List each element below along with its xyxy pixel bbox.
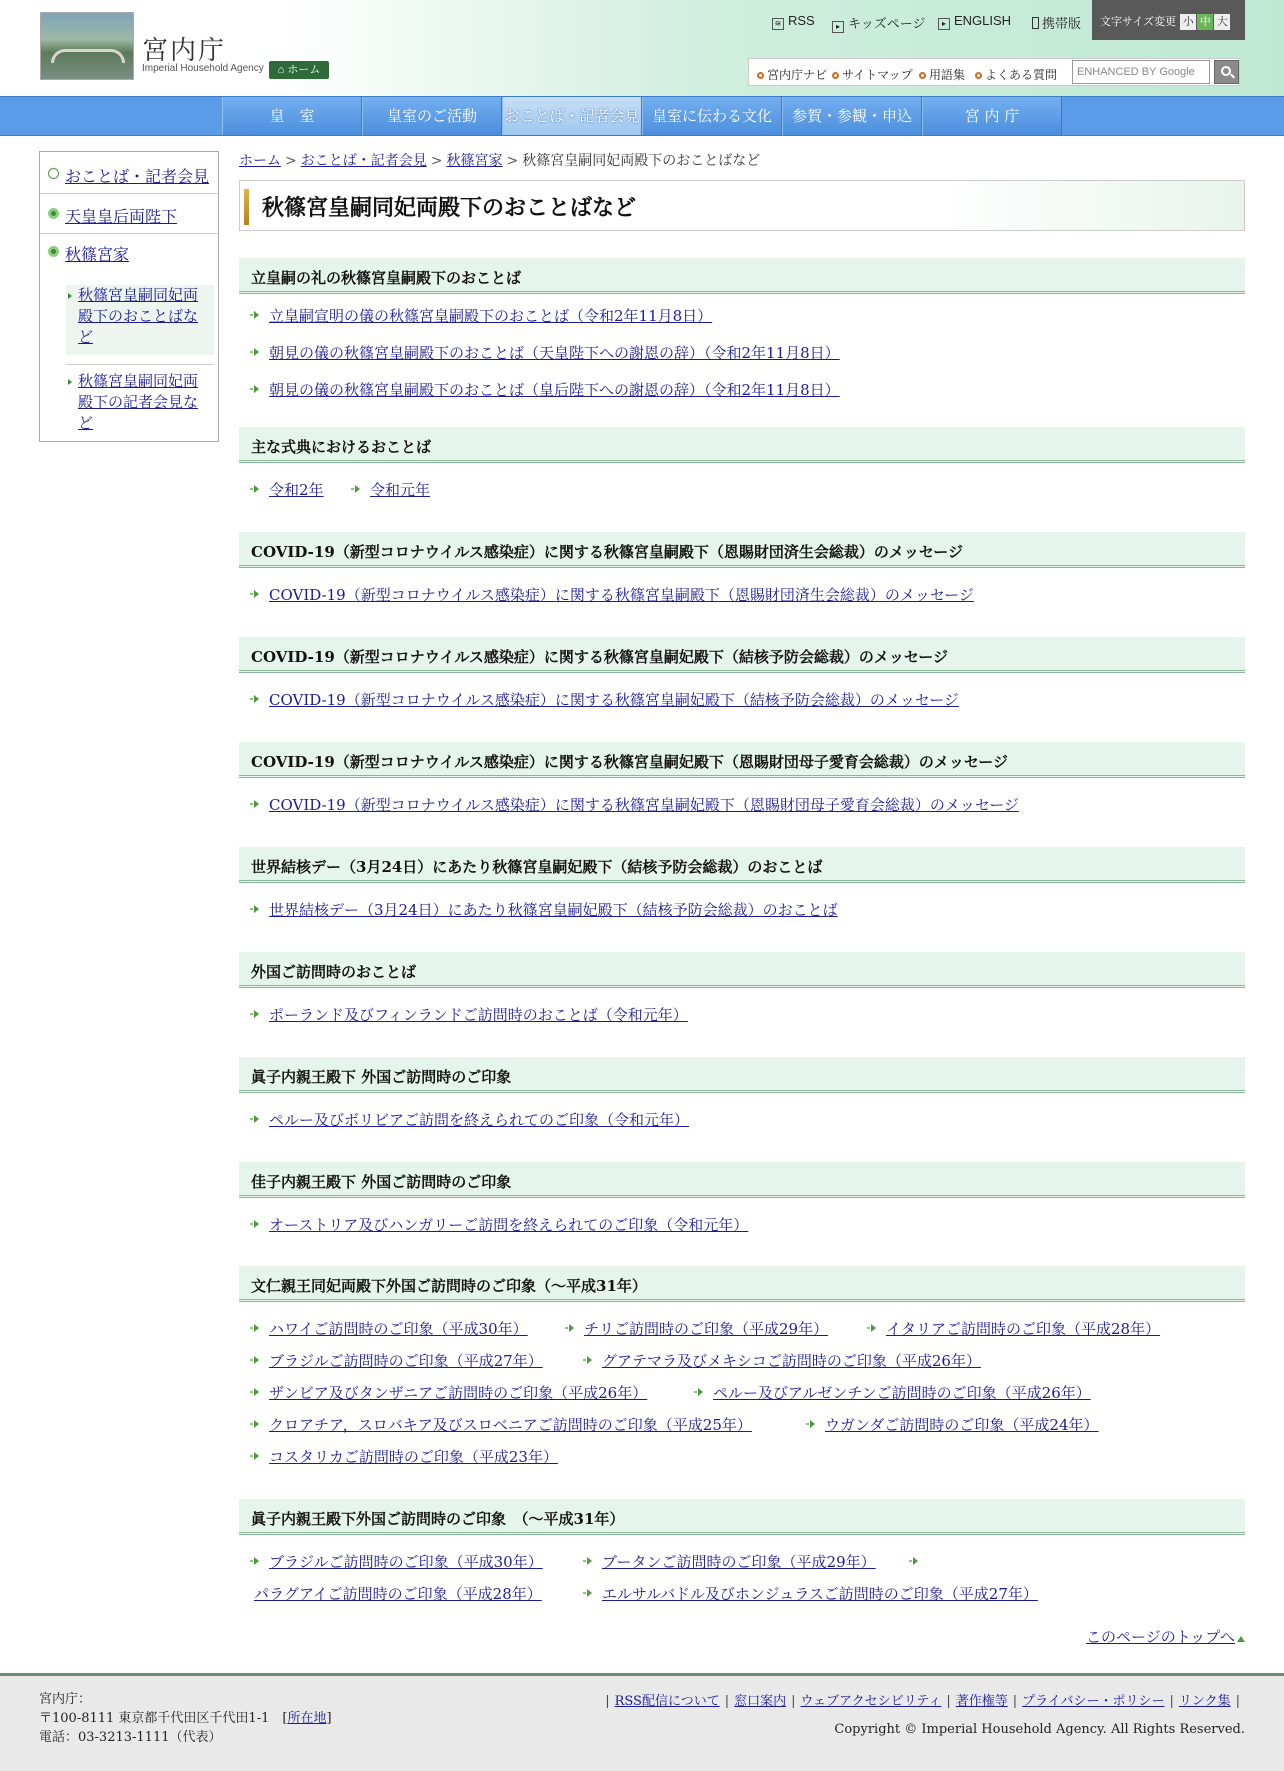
list-item-link[interactable]: オーストリア及びハンガリーご訪問を終えられてのご印象（令和元年）: [253, 1214, 748, 1235]
font-size-large[interactable]: 大: [1214, 14, 1230, 30]
font-size-small[interactable]: 小: [1180, 14, 1196, 30]
list-item-link[interactable]: ブータンご訪問時のご印象（平成29年）: [586, 1551, 876, 1572]
list-item-link[interactable]: エルサルバドル及びホンジュラスご訪問時のご印象（平成27年）: [586, 1583, 1038, 1604]
footer-link-accessibility[interactable]: ウェブアクセシビリティ: [800, 1694, 942, 1709]
list-item-link[interactable]: 朝見の儀の秋篠宮皇嗣殿下のおことば（皇后陛下への謝恩の辞）（令和2年11月8日）: [253, 379, 840, 400]
home-button[interactable]: ⌂ ホーム: [269, 61, 329, 79]
play-icon: ▸: [832, 21, 844, 33]
bullet-icon: [832, 72, 839, 79]
footer-address-line: 〒100-8111 東京都千代田区千代田1-1 [所在地]: [39, 1711, 332, 1726]
section-heading: 主な式典におけるおことば: [239, 427, 1245, 463]
chevron-down-icon: [48, 168, 59, 179]
page-top-link[interactable]: このページのトップへ: [1086, 1626, 1245, 1647]
rss-icon: ≋: [772, 18, 784, 30]
sidebar-subitem-okotoba[interactable]: 秋篠宮皇嗣同妃両殿下のおことばなど: [66, 285, 214, 355]
site-subtitle: Imperial Household Agency: [142, 63, 264, 74]
footer-links: | RSS配信について | 窓口案内 | ウェブアクセシビリティ | 著作権等 | プライバシー・ポリシー | リンク集 |: [605, 1694, 1240, 1709]
faq-link[interactable]: よくある質問: [975, 66, 1057, 83]
arrow-icon: [254, 590, 259, 598]
arrow-icon: [355, 485, 360, 493]
title-accent-bar: [244, 189, 249, 225]
list-item-link[interactable]: ブラジルご訪問時のご印象（平成30年）: [253, 1551, 543, 1572]
breadcrumb-akishino[interactable]: 秋篠宮家: [446, 153, 503, 169]
bullet-icon: [919, 72, 926, 79]
list-item-link[interactable]: 令和元年: [354, 479, 430, 500]
global-nav: [0, 96, 1284, 136]
navi-link[interactable]: 宮内庁ナビ: [757, 66, 827, 83]
bridge-image: [51, 49, 125, 63]
sidebar: [39, 151, 219, 442]
glossary-link[interactable]: 用語集: [919, 66, 965, 83]
arrow-icon: [587, 1589, 592, 1597]
list-item-link[interactable]: コスタリカご訪問時のご印象（平成23年）: [253, 1446, 558, 1467]
section-heading: 眞子内親王殿下外国ご訪問時のご印象 （～平成31年）: [239, 1499, 1245, 1535]
section-heading: COVID-19（新型コロナウイルス感染症）に関する秋篠宮皇嗣妃殿下（恩賜財団母子愛育会総裁）のメッセージ: [239, 742, 1245, 778]
arrow-icon: [68, 379, 72, 385]
list-item-link[interactable]: 令和2年: [253, 479, 324, 500]
breadcrumb-home[interactable]: ホーム: [239, 153, 281, 169]
list-item-link[interactable]: チリご訪問時のご印象（平成29年）: [568, 1318, 828, 1339]
arrow-icon: [254, 485, 259, 493]
font-size-medium[interactable]: 中: [1197, 14, 1213, 30]
sidebar-item-okotoba[interactable]: おことば・記者会見: [40, 152, 218, 194]
section-heading: COVID-19（新型コロナウイルス感染症）に関する秋篠宮皇嗣殿下（恩賜財団済生会総裁）のメッセージ: [239, 532, 1245, 568]
arrow-icon: [569, 1324, 574, 1332]
arrow-icon: [254, 385, 259, 393]
tab-visits[interactable]: 参賀・参観・申込: [782, 97, 922, 135]
page-title: 秋篠宮皇嗣同妃両殿下のおことばなど: [262, 196, 637, 221]
bullet-icon: [757, 72, 764, 79]
arrow-icon: [254, 311, 259, 319]
list-item-link[interactable]: ペルー及びアルゼンチンご訪問時のご印象（平成26年）: [697, 1382, 1091, 1403]
arrow-icon: [254, 1356, 259, 1364]
breadcrumb-current: 秋篠宮皇嗣同妃両殿下のおことばなど: [522, 153, 761, 169]
arrow-icon: [587, 1356, 592, 1364]
list-item-link[interactable]: ペルー及びボリビアご訪問を終えられてのご印象（令和元年）: [253, 1109, 689, 1130]
bullet-icon: [975, 72, 982, 79]
breadcrumb: ホーム > おことば・記者会見 > 秋篠宮家 > 秋篠宮皇嗣同妃両殿下のおことばなど: [239, 153, 761, 169]
footer-link-copyright[interactable]: 著作権等: [955, 1694, 1008, 1709]
footer-link-links[interactable]: リンク集: [1178, 1694, 1231, 1709]
list-item-link[interactable]: COVID-19（新型コロナウイルス感染症）に関する秋篠宮皇嗣妃殿下（結核予防会総裁）のメッセージ: [253, 689, 959, 710]
search-icon-handle: [1230, 74, 1235, 79]
arrow-icon: [254, 1557, 259, 1565]
arrow-icon: [254, 1388, 259, 1396]
section-heading: 文仁親王同妃両殿下外国ご訪問時のご印象（～平成31年）: [239, 1266, 1245, 1302]
arrow-icon: [254, 1010, 259, 1018]
footer-org: 宮内庁：: [39, 1692, 92, 1707]
arrow-icon: [254, 905, 259, 913]
arrow-icon: [871, 1324, 876, 1332]
site-title[interactable]: 宮内庁: [142, 36, 227, 66]
footer-address: [39, 1690, 332, 1747]
list-item-link[interactable]: ポーランド及びフィンランドご訪問時のおことば（令和元年）: [253, 1004, 688, 1025]
section-heading: COVID-19（新型コロナウイルス感染症）に関する秋篠宮皇嗣妃殿下（結核予防会総裁）のメッセージ: [239, 637, 1245, 673]
arrow-icon: [254, 695, 259, 703]
list-item-link[interactable]: グアテマラ及びメキシコご訪問時のご印象（平成26年）: [586, 1350, 981, 1371]
tab-activities[interactable]: 皇室のご活動: [362, 97, 502, 135]
bullet-icon: [48, 246, 59, 257]
arrow-icon: [254, 1220, 259, 1228]
mobile-icon: [1032, 17, 1039, 29]
tab-okotoba[interactable]: おことば・記者会見: [502, 97, 642, 135]
sitemap-link[interactable]: サイトマップ: [832, 66, 913, 83]
tab-agency[interactable]: 宮 内 庁: [922, 97, 1062, 135]
list-item-link[interactable]: COVID-19（新型コロナウイルス感染症）に関する秋篠宮皇嗣妃殿下（恩賜財団母子愛育会総裁）のメッセージ: [253, 794, 1019, 815]
bullet-icon: [48, 208, 59, 219]
breadcrumb-okotoba[interactable]: おことば・記者会見: [300, 153, 427, 169]
arrow-icon: [254, 1324, 259, 1332]
sidebar-item-akishino[interactable]: 秋篠宮家: [40, 234, 218, 272]
footer-link-contact[interactable]: 窓口案内: [734, 1694, 787, 1709]
arrow-icon: [254, 348, 259, 356]
arrow-icon: [913, 1557, 918, 1565]
tab-imperial-family[interactable]: 皇 室: [222, 97, 362, 135]
section-heading: 立皇嗣の礼の秋篠宮皇嗣殿下のおことば: [239, 258, 1245, 294]
footer-link-privacy[interactable]: プライバシー・ポリシー: [1022, 1694, 1165, 1709]
section-heading: 外国ご訪問時のおことば: [239, 952, 1245, 988]
footer-link-rss[interactable]: RSS配信について: [614, 1694, 720, 1709]
list-item-link[interactable]: パラグアイご訪問時のご印象（平成28年）: [254, 1585, 542, 1603]
list-item-link[interactable]: ザンビア及びタンザニアご訪問時のご印象（平成26年）: [253, 1382, 647, 1403]
arrow-icon: [587, 1557, 592, 1565]
arrow-icon: [810, 1420, 815, 1428]
search-input[interactable]: ENHANCED BY Google: [1072, 60, 1210, 84]
list-item-link[interactable]: 立皇嗣宣明の儀の秋篠宮皇嗣殿下のおことば（令和2年11月8日）: [253, 305, 712, 326]
list-item-link[interactable]: ハワイご訪問時のご印象（平成30年）: [253, 1318, 528, 1339]
list-item-link[interactable]: 朝見の儀の秋篠宮皇嗣殿下のおことば（天皇陛下への謝恩の辞）（令和2年11月8日）: [253, 342, 840, 363]
section-heading: 眞子内親王殿下 外国ご訪問時のご印象: [239, 1057, 1245, 1093]
site-header: [0, 0, 1284, 96]
footer-phone: 電話：03-3213-1111（代表）: [39, 1730, 222, 1745]
list-item-link[interactable]: イタリアご訪問時のご印象（平成28年）: [870, 1318, 1160, 1339]
copyright: Copyright © Imperial Household Agency. All Rights Reserved.: [834, 1722, 1245, 1737]
search-button[interactable]: [1214, 60, 1239, 84]
arrow-up-icon: [1237, 1636, 1245, 1642]
arrow-icon: [68, 293, 72, 299]
arrow-icon: [254, 1420, 259, 1428]
font-size-switcher: 文字サイズ変更 小 中 大: [1092, 0, 1245, 40]
mobile-link[interactable]: 携帯版: [1032, 13, 1081, 32]
section-heading: 世界結核デー（3月24日）にあたり秋篠宮皇嗣妃殿下（結核予防会総裁）のおことば: [239, 847, 1245, 883]
play-icon: ▸: [938, 18, 950, 30]
kids-page-link[interactable]: ▸ キッズページ: [832, 13, 925, 33]
tab-culture[interactable]: 皇室に伝わる文化: [642, 97, 782, 135]
arrow-icon: [254, 1115, 259, 1123]
sidebar-item-majesties[interactable]: 天皇皇后両陛下: [40, 194, 218, 234]
arrow-icon: [698, 1388, 703, 1396]
english-link[interactable]: ▸ ENGLISH: [938, 13, 1011, 30]
section-heading: 佳子内親王殿下 外国ご訪問時のご印象: [239, 1162, 1245, 1198]
list-item-link[interactable]: 世界結核デー（3月24日）にあたり秋篠宮皇嗣妃殿下（結核予防会総裁）のおことば: [253, 899, 838, 920]
arrow-icon: [254, 1452, 259, 1460]
sidebar-subitem-press[interactable]: 秋篠宮皇嗣同妃両殿下の記者会見など: [66, 364, 214, 434]
logo-photo[interactable]: [40, 12, 134, 80]
map-link[interactable]: 所在地: [287, 1711, 327, 1726]
arrow-icon: [254, 800, 259, 808]
page-title-box: [239, 180, 1245, 231]
list-item-link[interactable]: ウガンダご訪問時のご印象（平成24年）: [809, 1414, 1099, 1435]
list-item-link[interactable]: COVID-19（新型コロナウイルス感染症）に関する秋篠宮皇嗣殿下（恩賜財団済生会総裁）のメッセージ: [253, 584, 974, 605]
site-footer: [0, 1673, 1284, 1771]
list-item-link[interactable]: クロアチア，スロバキア及びスロベニアご訪問時のご印象（平成25年）: [253, 1414, 752, 1435]
list-item-link[interactable]: ブラジルご訪問時のご印象（平成27年）: [253, 1350, 543, 1371]
rss-link[interactable]: ≋ RSS: [772, 13, 815, 30]
